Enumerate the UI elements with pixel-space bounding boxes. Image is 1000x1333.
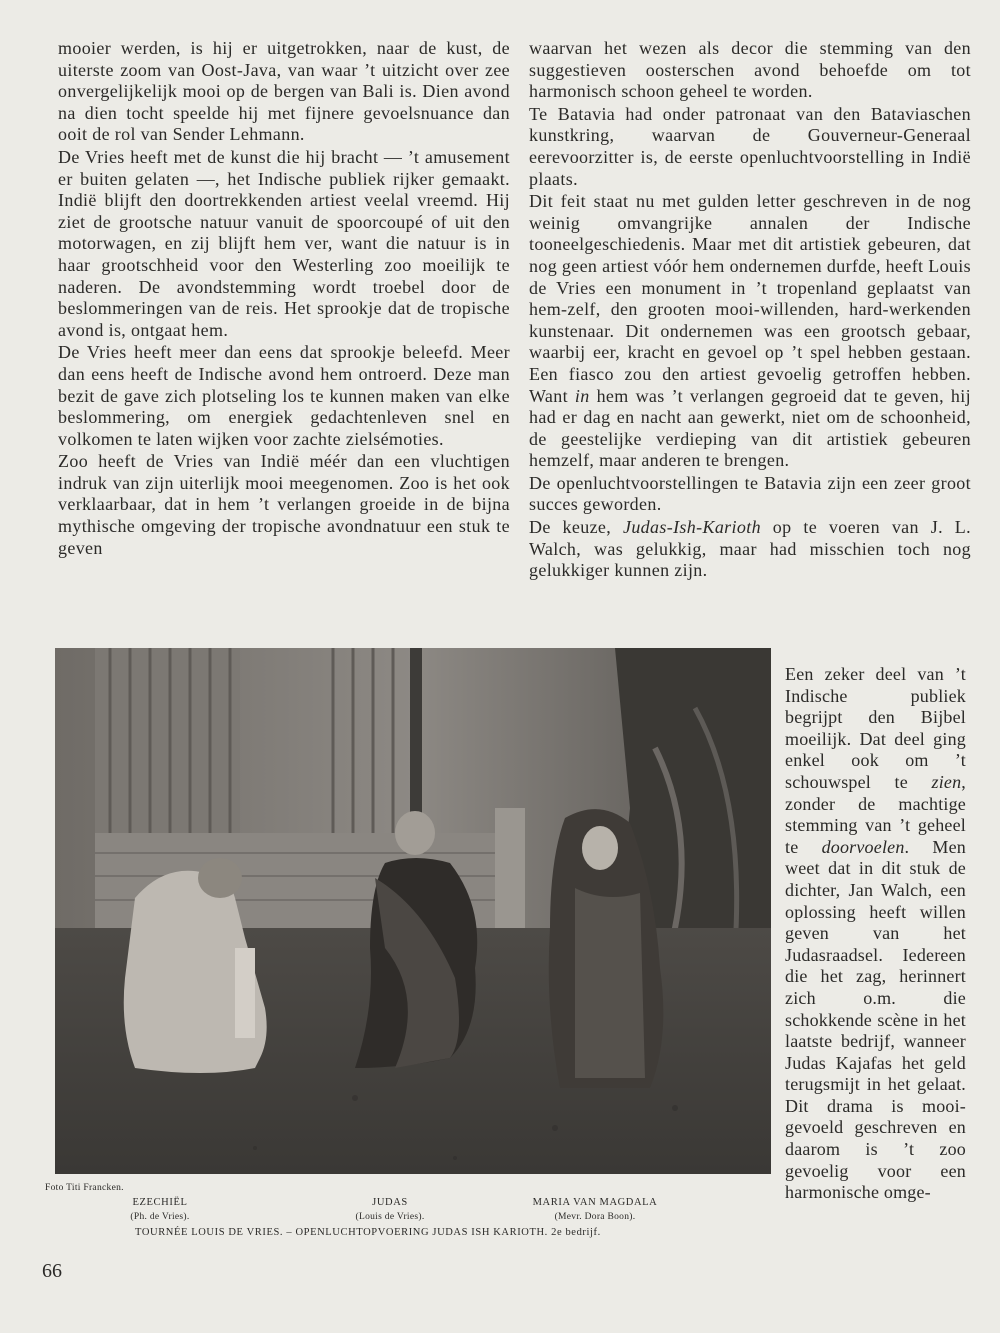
page-number: 66 <box>42 1260 62 1282</box>
left-text-column <box>58 38 510 559</box>
caption-figure-judas: JUDAS (Louis de Vries). <box>355 1197 425 1222</box>
paragraph: Dit feit staat nu met gulden letter geschreven in de nog weinig omvangrijke annalen der Indische tooneelgeschiedenis. Maar met dit artistiek gebeuren, dat nog geen artiest vóór hem ondernemen durfde, heeft Louis de Vries een monument in ’t tropenland geplaatst van hem-zelf, den grooten mooi-willenden, hard-werkenden kunstenaar. Dit ondernemen was een grootsch gebaar, waarbij eer, kracht en gevoel op ’t spel hebben gestaan. Een fiasco zou den artiest gevoelig getroffen hebben. Want in hem was ’t verlangen gegroeid dat te geven, hij had er dag en nacht aan gewerkt, niet om de schoonheid, de geestelijke verdieping van dit artistiek gebeuren hemzelf, maar anderen te brengen. <box>529 191 971 471</box>
paragraph: Een zeker deel van ’t Indische publiek begrijpt den Bijbel moeilijk. Dat deel ging enkel ook om ’t schouwspel te zien, zonder de machtige stemming van ’t geheel te doorvoelen. Men weet dat in dit stuk de dichter, Jan Walch, een oplossing heeft willen geven van het Judasraadsel. Iedereen die het zag, herinnert zich o.m. die schokkende scène in het laatste bedrijf, wanneer Judas Kajafas het geld terugsmijt in het gelaat. Dit drama is mooi-gevoeld geschreven en daarom is ’t zoo gevoelig voor een harmonische omge- <box>785 664 967 1203</box>
paragraph: Te Batavia had onder patronaat van den Bataviaschen kunstkring, waarvan de Gouverneur-Generaal eerevoorzitter is, de eerste openluchtvoorstelling in Indië plaats. <box>529 103 971 189</box>
stage-photograph <box>55 648 771 1174</box>
paragraph: De openluchtvoorstellingen te Batavia zijn een zeer groot succes geworden. <box>529 472 971 515</box>
paragraph: De Vries heeft met de kunst die hij bracht — ’t amusement er buiten gelaten —, het Indische publiek rijker gemaakt. Indië blijft den doortrekkenden artiest veelal vreemd. Hij ziet de grootsche natuur vanuit de spoorcoupé of uit den motorwagen, en zij blijft hem ver, want die natuur is in haar grootschheid voor den Westerling zoo moeilijk te naderen. De avondstemming wordt troebel door de beslommeringen van de reis. Het sprookje dat de tropische avond is, ontgaat hem. <box>58 146 510 340</box>
paragraph: mooier werden, is hij er uitgetrokken, naar de kust, de uiterste zoom van Oost-Java, van waar ’t uitzicht over zee onvergelijkelijk mooi op de bergen van Bali is. Dien avond na dien tocht speelde hij met fijnere gevoelsnuance dan ooit de rol van Sender Lehmann. <box>58 38 510 145</box>
paragraph: Zoo heeft de Vries van Indië méér dan een vluchtigen indruk van zijn uiterlijk mooi meegenomen. Zoo is het ook verklaarbaar, dat in hem ’t verlangen groeide in de bijna mythische omgeving der tropische avondnatuur een stuk te geven <box>58 451 510 558</box>
caption-figure-maria: MARIA VAN MAGDALA (Mevr. Dora Boon). <box>532 1197 658 1222</box>
stage-scene-image <box>55 648 771 1174</box>
paragraph: waarvan het wezen als decor die stemming van den suggestieven oosterschen avond behoefde om tot harmonisch schoon geheel te worden. <box>529 38 971 102</box>
photo-credit: Foto Titi Francken. <box>45 1183 124 1193</box>
photo-caption: TOURNÉE LOUIS DE VRIES. – OPENLUCHTOPVOERING JUDAS ISH KARIOTH. 2e bedrijf. <box>135 1227 601 1238</box>
right-text-column <box>529 38 971 582</box>
paragraph: De Vries heeft meer dan eens dat sprookje beleefd. Meer dan eens heeft de Indische avond hem ontroerd. Deze man bezit de gave zich plotseling los te kunnen maken van elke beslommering, om energiek gedachtenleven snel en volkomen te laten wijken voor zachte zielsémoties. <box>58 342 510 449</box>
paragraph: De keuze, Judas-Ish-Karioth op te voeren van J. L. Walch, was gelukkig, maar had misschien toch nog gelukkiger kunnen zijn. <box>529 517 971 581</box>
narrow-text-column <box>785 664 966 1204</box>
caption-figure-ezechiel: EZECHIËL (Ph. de Vries). <box>130 1197 190 1222</box>
